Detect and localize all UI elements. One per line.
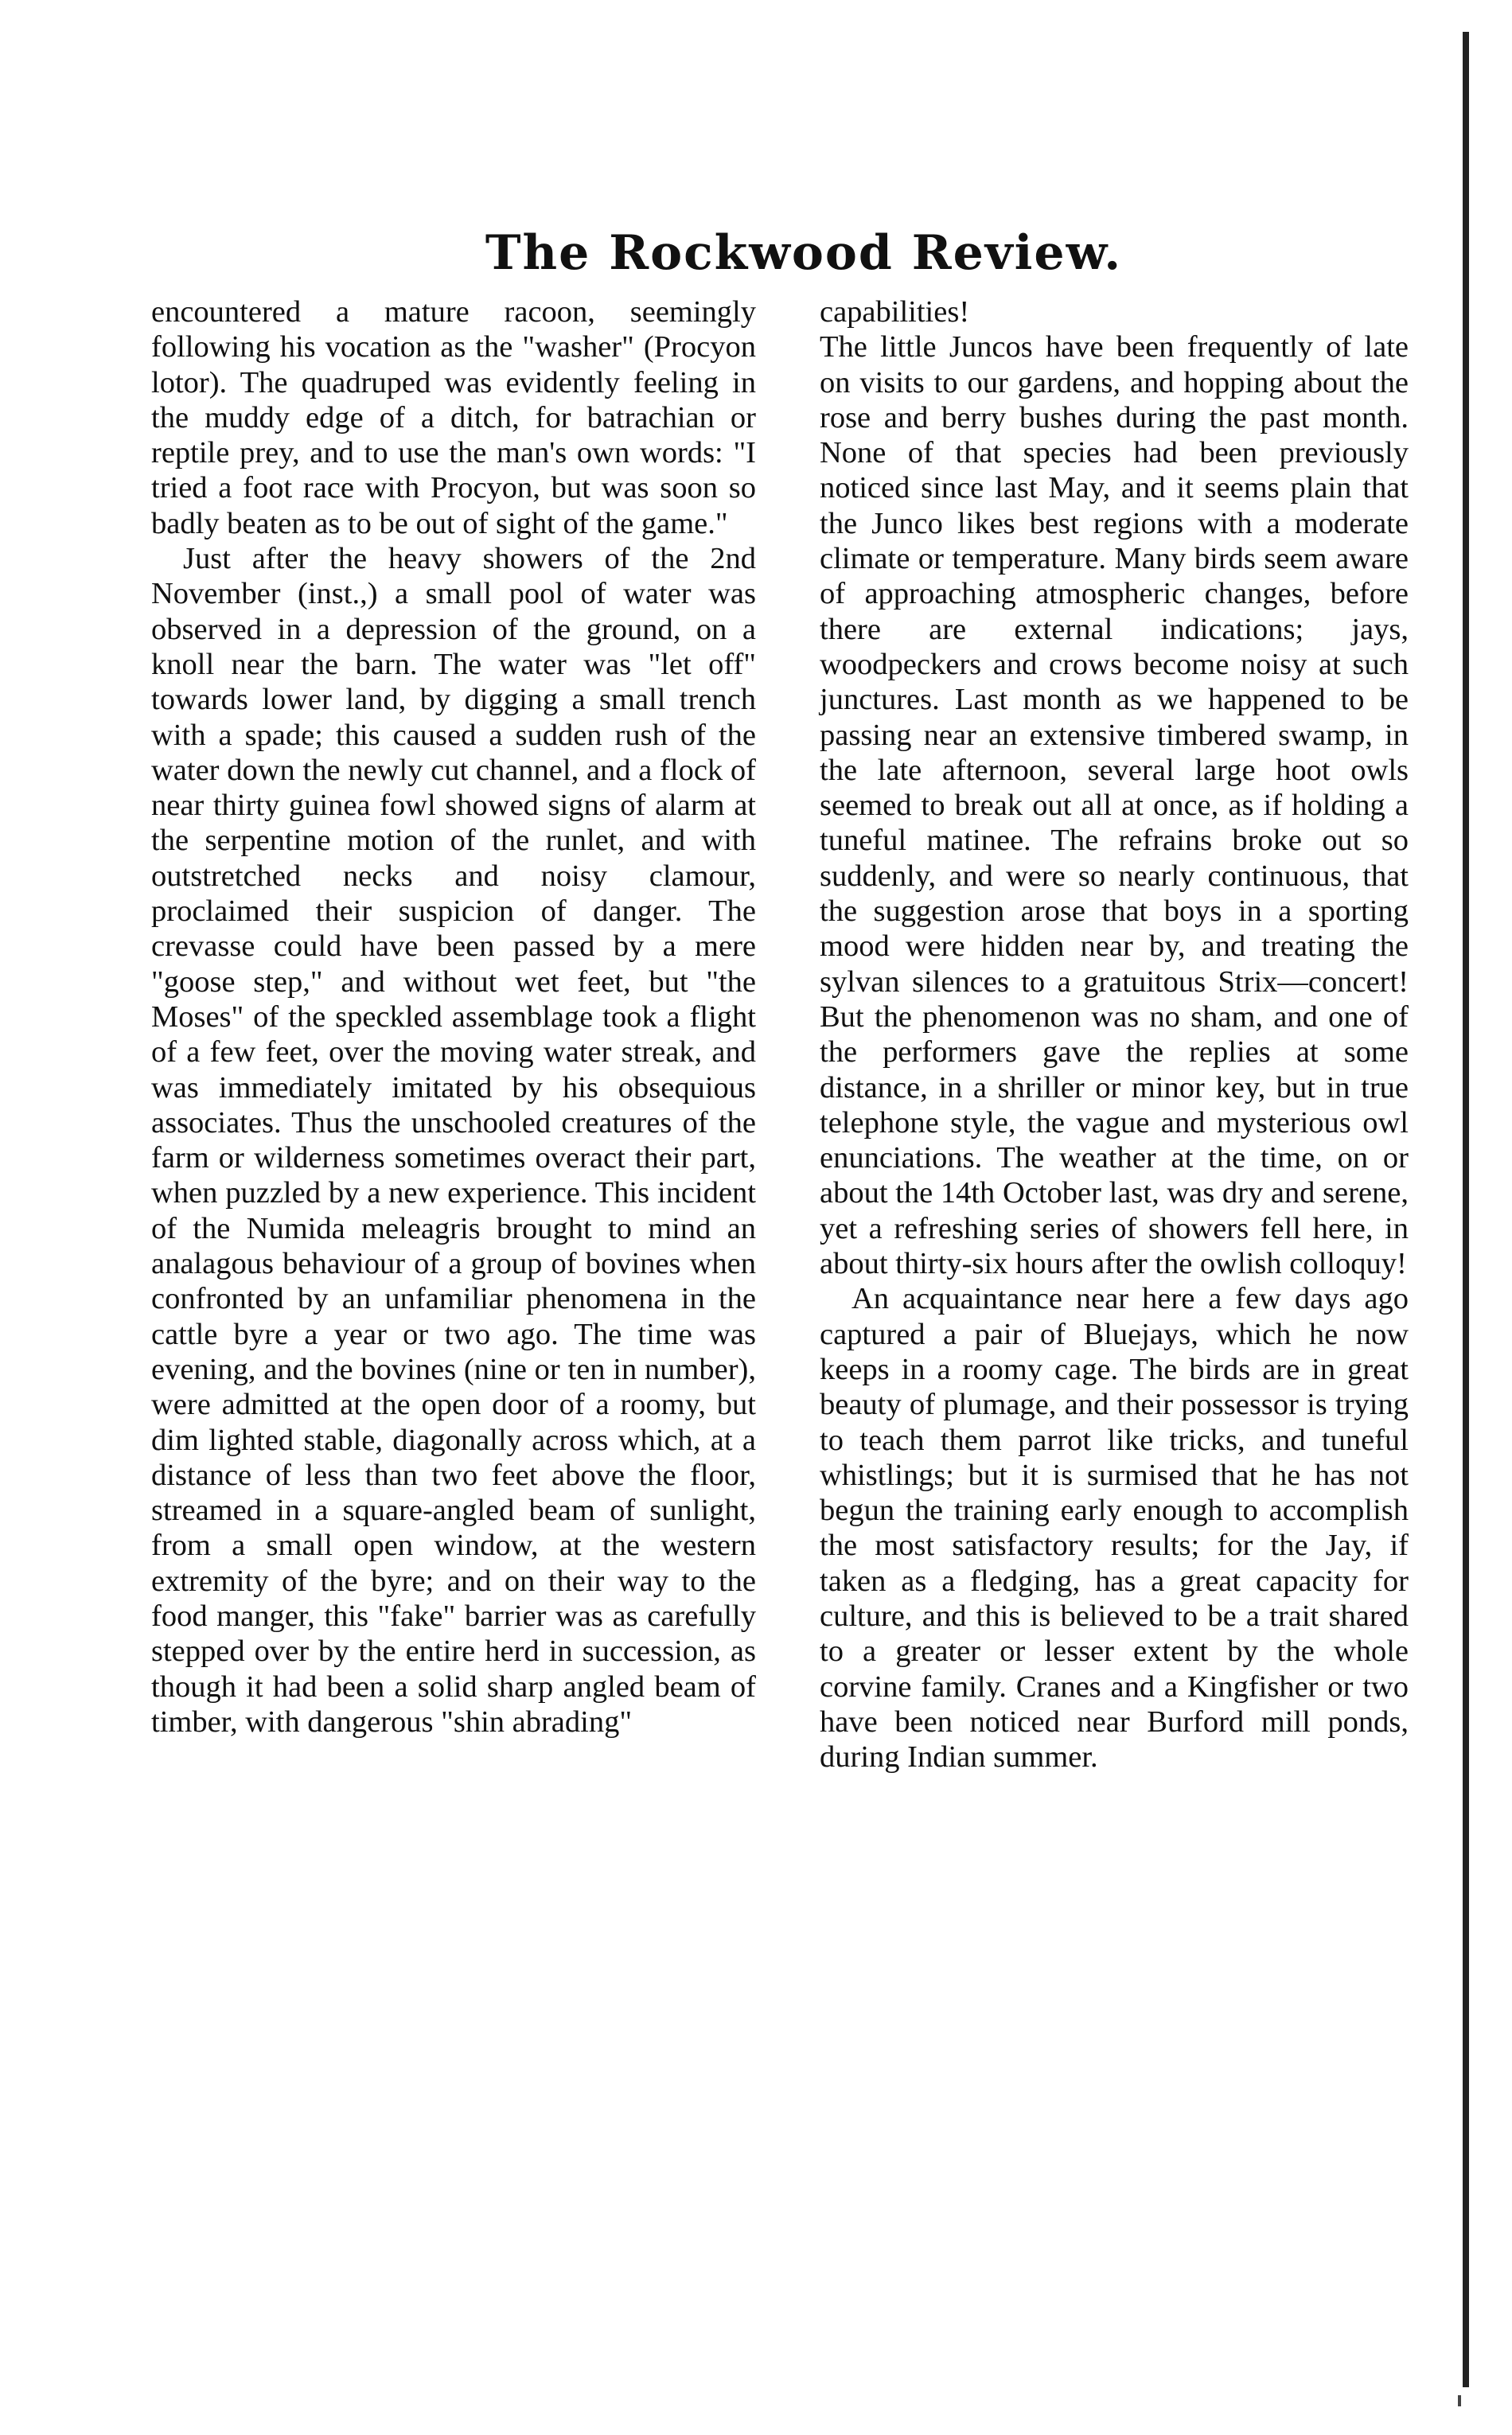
masthead-title: The Rockwood Review. xyxy=(485,225,1123,281)
left-column xyxy=(151,294,756,1740)
paragraph: Just after the heavy showers of the 2nd November (inst.,) a small pool of water was observed in a depression of the ground, on a knoll near the barn. The water was "let off" towards lower land, by digging a small trench with a spade; this caused a sudden rush of the water down the newly cut channel, and a flock of near thirty guinea fowl showed signs of alarm at the serpentine motion of the runlet, and with outstretched necks and noisy clamour, proclaimed their suspicion of danger. The crevasse could have been passed by a mere "goose step," and without wet feet, but "the Moses" of the speckled assemblage took a flight of a few feet, over the moving water streak, and was immediately imitated by his obsequious associates. Thus the unschooled creatures of the farm or wilderness sometimes overact their part, when puzzled by a new experience. This incident of the Numida meleagris brought to mind an analagous behaviour of a group of bovines when confronted by an unfamiliar phenomena in the cattle byre a year or two ago. The time was evening, and the bovines (nine or ten in number), were admitted at the open door of a roomy, but dim lighted stable, diagonally across which, at a distance of less than two feet above the floor, streamed in a square-angled beam of sunlight, from a small open window, at the western extremity of the byre; and on their way to the food manger, this "fake" barrier was as carefully stepped over by the entire herd in succession, as though it had been a solid sharp angled beam of timber, with dangerous "shin abrading" xyxy=(151,542,756,1739)
paragraph: encountered a mature racoon, seemingly following his vocation as the "washer" (Procyon lotor). The quadruped was evidently feeling in the muddy edge of a ditch, for batrachian or reptile prey, and to use the man's own words: "I tried a foot race with Procyon, but was soon so badly beaten as to be out of sight of the game." xyxy=(151,295,756,540)
scan-speck xyxy=(1458,2395,1461,2406)
paragraph: The little Juncos have been frequently of late on visits to our gardens, and hopping about the rose and berry bushes during the past month. None of that species had been previously noticed since last May, and it seems plain that the Junco likes best regions with a moderate climate or temperature. Many birds seem aware of approaching atmospheric changes, before there are external indications; jays, woodpeckers and crows become noisy at such junctures. Last month as we happened to be passing near an extensive timbered swamp, in the late afternoon, several large hoot owls seemed to break out all at once, as if holding a tuneful matinee. The refrains broke out so suddenly, and were so nearly continuous, that the suggestion arose that boys in a sporting mood were hidden near by, and treating the sylvan silences to a gratuitous Strix—concert! But the phenomenon was no sham, and one of the performers gave the replies at some distance, in a shriller or minor key, but in true telephone style, the vague and mysterious owl enunciations. The weather at the time, on or about the 14th October last, was dry and serene, yet a refreshing series of showers fell here, in about thirty-six hours after the owlish colloquy! xyxy=(820,330,1409,1281)
paragraph: capabilities! xyxy=(820,295,970,329)
paragraph: An acquaintance near here a few days ago captured a pair of Bluejays, which he now keeps in a roomy cage. The birds are in great beauty of plumage, and their possessor is trying to teach them parrot like tricks, and tuneful whistlings; but it is surmised that he has not begun the training early enough to accomplish the most satisfactory results; for the Jay, if taken as a fledging, has a great capacity for culture, and this is believed to be a trait shared to a greater or lesser extent by the whole corvine family. Cranes and a Kingfisher or two have been noticed near Burford mill ponds, during Indian summer. xyxy=(820,1282,1409,1775)
right-column xyxy=(820,294,1409,1775)
page-edge-shadow xyxy=(1463,32,1469,2387)
